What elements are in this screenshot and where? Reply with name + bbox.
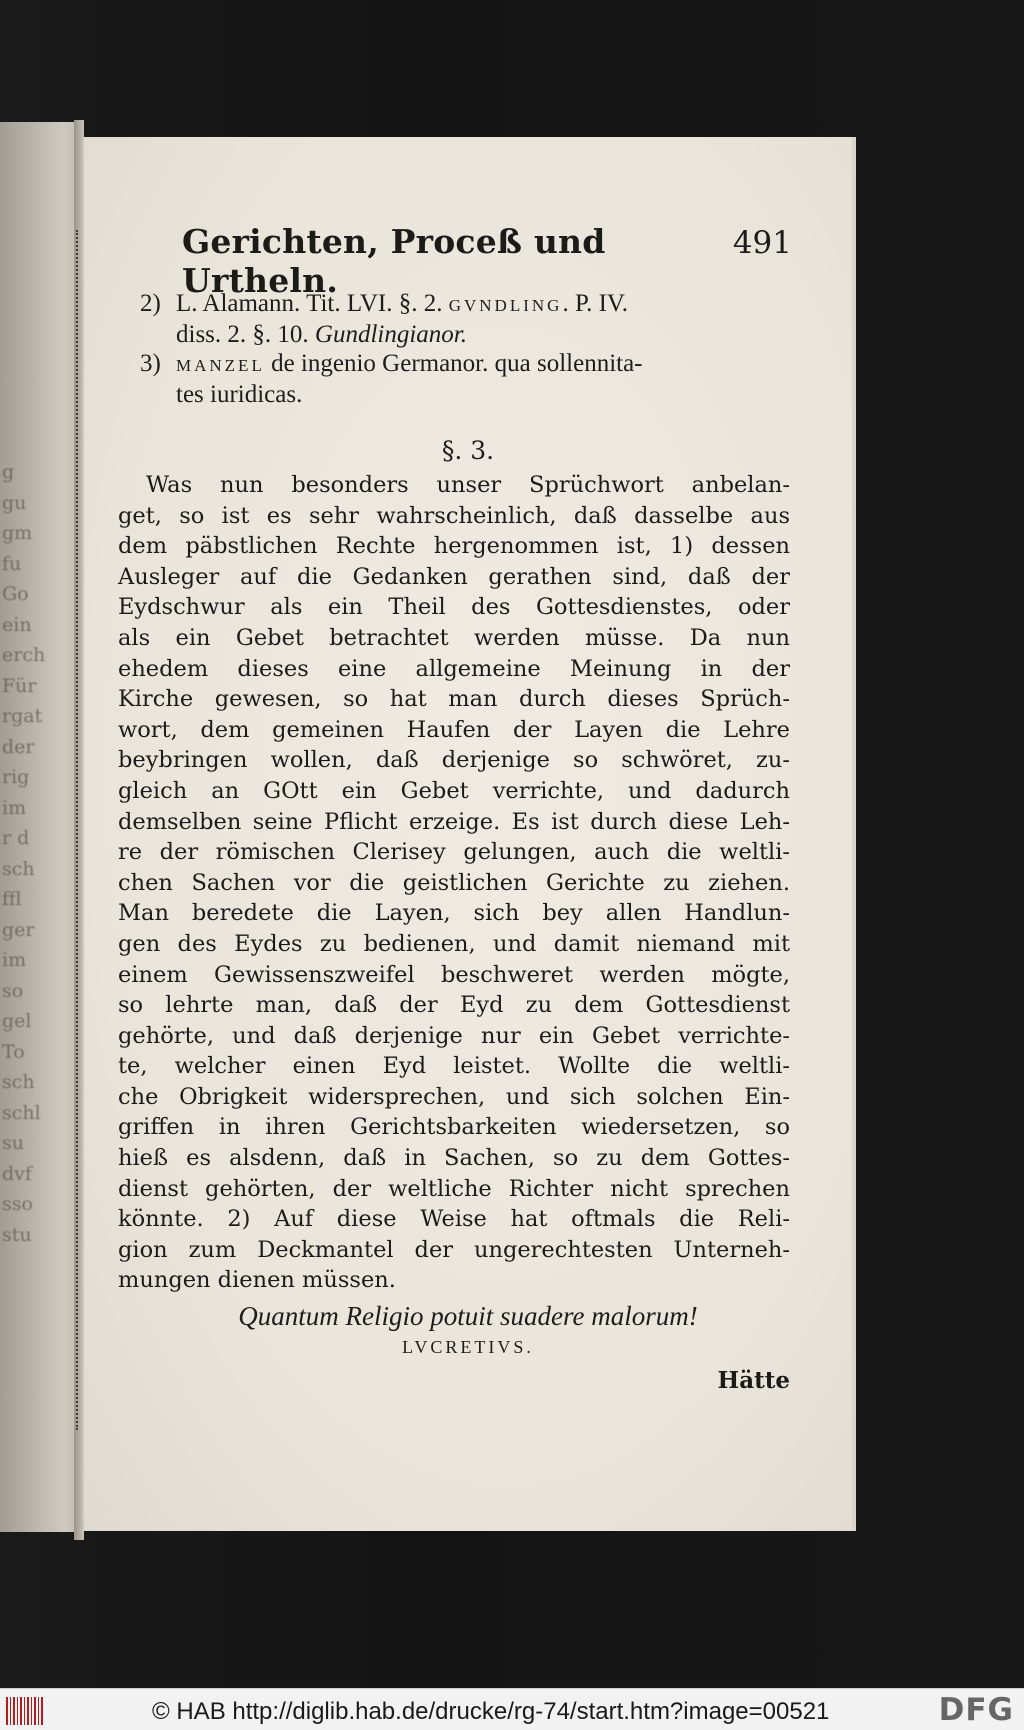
body-line: wort, dem gemeinen Haufen der Layen die Lehre: [118, 716, 790, 743]
footnote-number: 2): [140, 290, 161, 317]
barcode-icon: [6, 1697, 44, 1725]
page-right-edge: [852, 137, 856, 1531]
section-heading: §. 3.: [441, 436, 495, 465]
body-line: te, welcher einen Eyd leistet. Wollte die weltli-: [118, 1053, 790, 1080]
footnote-italic: Gundlingianor.: [314, 321, 468, 348]
book-page: [82, 137, 854, 1531]
body-line: dem päbstlichen Rechte hergenommen ist, 1) dessen: [118, 533, 790, 560]
body-line: Ausleger auf die Gedanken gerathen sind, daß der: [118, 563, 790, 590]
left-page-bleed-text: g gu gm fu Go ein erch Für rgat der rig im r d sch ffl ger im so gel To sch schl su dvf sso stu: [2, 461, 46, 1246]
body-line: che Obrigkeit widersprechen, und sich solchen Ein-: [118, 1083, 790, 1110]
footnote-author: GVNDLING: [448, 296, 563, 315]
footer-bar: [0, 1688, 1024, 1730]
footnote-2: [140, 289, 790, 349]
body-line: Man beredete die Layen, sich bey allen Handlun-: [118, 900, 790, 927]
footnote-text: tes iuridicas.: [176, 381, 303, 408]
body-line: mungen dienen müssen.: [118, 1267, 396, 1294]
body-line: gion zum Deckmantel der ungerechtesten Unterneh-: [118, 1236, 790, 1263]
body-line: gleich an GOtt ein Gebet verrichte, und dadurch: [118, 777, 790, 804]
source-link[interactable]: © HAB http://diglib.hab.de/drucke/rg-74/start.htm?image=00521: [152, 1698, 830, 1725]
body-line: ehedem dieses eine allgemeine Meinung in der: [118, 655, 790, 682]
body-line: Kirche gewesen, so hat man durch dieses Sprüch-: [118, 686, 790, 713]
body-line: chen Sachen vor die geistlichen Gerichte zu ziehen.: [118, 869, 790, 896]
body-line: beybringen wollen, daß derjenige so schwöret, zu-: [118, 747, 790, 774]
footnote-3: [140, 349, 790, 409]
body-line: als ein Gebet betrachtet werden müsse. Da nun: [118, 624, 790, 651]
body-line: Was nun besonders unser Sprüchwort anbelan-: [146, 472, 790, 498]
body-line: Eydschwur als ein Theil des Gottesdienstes, oder: [118, 594, 790, 621]
page-number: 491: [732, 225, 792, 261]
footnote-text: . P. IV.: [562, 290, 628, 317]
body-line: so lehrte man, daß der Eyd zu dem Gottesdienst: [118, 992, 790, 1019]
footnote-continuation: [140, 380, 790, 409]
body-line: hieß es alsdenn, daß in Sachen, so zu dem Gottes-: [118, 1145, 790, 1172]
footnote-text: L. Alamann. Tit. LVI. §. 2.: [176, 290, 449, 317]
footnote-continuation: [140, 320, 790, 349]
footnote-author: MANZEL: [176, 356, 265, 375]
footnote-number: 3): [140, 350, 161, 377]
quote-author: LVCRETIVS.: [402, 1337, 534, 1357]
left-neighbor-page: [0, 122, 75, 1532]
body-line: einem Gewissenszweifel beschweret werden mögte,: [118, 961, 790, 988]
body-line: gehörte, und daß derjenige nur ein Gebet verrichte-: [118, 1022, 790, 1049]
footnote-text: diss. 2. §. 10.: [176, 321, 315, 348]
body-line: könnte. 2) Auf diese Weise hat oftmals die Reli-: [118, 1206, 790, 1233]
body-line: griffen in ihren Gerichtsbarkeiten wiedersetzen, so: [118, 1114, 790, 1141]
running-title: Gerichten, Proceß und Urtheln.: [182, 222, 606, 300]
catchword: Hätte: [717, 1367, 790, 1394]
body-line: get, so ist es sehr wahrscheinlich, daß dasselbe aus: [118, 502, 790, 529]
body-line: dienst gehörten, der weltliche Richter nicht sprechen: [118, 1175, 790, 1202]
footnotes: [140, 289, 790, 409]
footnote-text: de ingenio Germanor. qua sollennita-: [264, 350, 643, 377]
body-line: demselben seine Pflicht erzeige. Es ist durch diese Leh-: [118, 808, 790, 835]
body-line: re der römischen Clerisey gelungen, auch die weltli-: [118, 839, 790, 866]
body-text: [118, 470, 790, 1296]
latin-quote: Quantum Religio potuit suadere malorum!: [238, 1301, 698, 1331]
body-line: gen des Eydes zu bedienen, und damit niemand mit: [118, 930, 790, 957]
dfg-logo: DFG: [938, 1692, 1014, 1728]
